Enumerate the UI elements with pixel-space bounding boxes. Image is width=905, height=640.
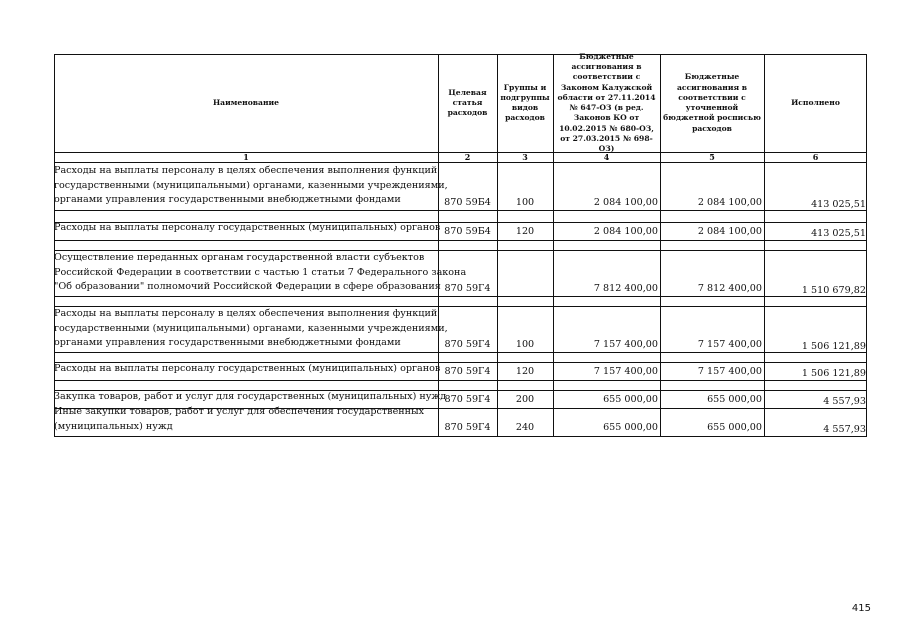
- row-name-line: Иные закупки товаров, работ и услуг для обеспечения государственных: [54, 406, 425, 417]
- column-number: 6: [812, 152, 819, 162]
- column-number: 5: [709, 152, 715, 162]
- row-group: 120: [515, 366, 535, 377]
- row-law: 2 084 100,00: [593, 226, 658, 237]
- row-name-line: Расходы на выплаты персоналу в целях обеспечения выполнения функций: [54, 308, 438, 319]
- row-article: 870 59Г4: [444, 366, 491, 377]
- row-executed: 1 510 679,82: [801, 285, 866, 296]
- grid-line: [54, 152, 867, 153]
- header-executed: Исполнено: [791, 97, 840, 107]
- row-article: 870 59Г4: [444, 394, 491, 405]
- row-article: 870 59Г4: [444, 283, 491, 294]
- header-budget-law: Бюджетные ассигнования в соответствии с Законом Калужской области от 27.11.2014 № 647-ОЗ (в ред. Законов КО от 10.02.2015 № 680-ОЗ, от 27.03.2015 № 698-ОЗ): [557, 51, 656, 153]
- grid-line: [54, 210, 867, 211]
- row-name: [54, 307, 448, 351]
- row-executed: 4 557,93: [823, 396, 866, 407]
- row-group: 200: [515, 394, 535, 405]
- row-refined: 2 084 100,00: [697, 197, 762, 208]
- row-law: 655 000,00: [603, 394, 658, 405]
- column-number: 3: [522, 152, 528, 162]
- row-executed: 1 506 121,89: [801, 341, 866, 352]
- grid-line: [54, 380, 867, 381]
- grid-line: [553, 54, 554, 436]
- row-name: [54, 251, 467, 295]
- row-refined: 655 000,00: [707, 422, 762, 433]
- grid-line: [54, 240, 867, 241]
- row-refined: 7 157 400,00: [697, 339, 762, 350]
- row-article: 870 59Б4: [444, 197, 491, 208]
- header-budget-refined: Бюджетные ассигнования в соответствии с уточненной бюджетной росписью расходов: [663, 72, 761, 133]
- row-name-line: Закупка товаров, работ и услуг для государственных (муниципальных) нужд: [54, 391, 447, 402]
- row-name-line: органами управления государственными внебюджетными фондами: [54, 194, 401, 206]
- grid-line: [660, 54, 661, 436]
- grid-line: [866, 54, 867, 436]
- row-name-line: (муниципальных) нужд: [54, 420, 173, 432]
- row-name-line: государственными (муниципальными) органами, казенными учреждениями,: [54, 322, 448, 334]
- column-number: 2: [464, 152, 471, 162]
- page-number: 415: [851, 603, 871, 614]
- grid-line: [438, 54, 439, 436]
- row-law: 655 000,00: [603, 422, 658, 433]
- row-name: [54, 221, 441, 236]
- row-name-line: Расходы на выплаты персоналу в целях обеспечения выполнения функций: [54, 165, 438, 176]
- row-name-line: органами управления государственными внебюджетными фондами: [54, 337, 401, 349]
- row-name: [54, 164, 448, 208]
- header-target-article: Целевая статья расходов: [447, 87, 488, 118]
- row-name: [54, 390, 447, 405]
- row-law: 7 812 400,00: [593, 283, 658, 294]
- row-name: [54, 405, 438, 434]
- row-article: 870 59Г4: [444, 339, 491, 350]
- row-executed: 413 025,51: [811, 228, 866, 239]
- row-refined: 7 157 400,00: [697, 366, 762, 377]
- header-groups: Группы и подгруппы видов расходов: [500, 82, 550, 123]
- grid-line: [54, 436, 867, 437]
- row-name-line: Осуществление переданных органам государственной власти субъектов: [54, 252, 425, 263]
- row-group: 120: [515, 226, 535, 237]
- grid-line: [54, 352, 867, 353]
- row-group: 100: [515, 339, 535, 350]
- row-name-line: Российской Федерации в соответствии с частью 1 статьи 7 Федерального закона: [54, 266, 467, 278]
- row-name: [54, 362, 441, 377]
- row-executed: 1 506 121,89: [801, 368, 866, 379]
- grid-line: [54, 296, 867, 297]
- grid-line: [54, 162, 867, 163]
- column-number: 4: [603, 152, 610, 162]
- row-group: 240: [515, 422, 535, 433]
- grid-line: [497, 54, 498, 436]
- row-executed: 4 557,93: [823, 424, 866, 435]
- row-refined: 655 000,00: [707, 394, 762, 405]
- grid-line: [54, 54, 55, 436]
- row-refined: 7 812 400,00: [697, 283, 762, 294]
- header-name: Наименование: [213, 97, 279, 107]
- row-name-line: Расходы на выплаты персоналу государственных (муниципальных) органов: [54, 363, 441, 374]
- row-group: 100: [515, 197, 535, 208]
- row-executed: 413 025,51: [811, 199, 866, 210]
- row-article: 870 59Б4: [444, 226, 491, 237]
- column-number: 1: [243, 152, 249, 162]
- row-law: 7 157 400,00: [593, 339, 658, 350]
- row-name-line: Расходы на выплаты персоналу государственных (муниципальных) органов: [54, 222, 441, 233]
- row-name-line: "Об образовании" полномочий Российской Федерации в сфере образования: [54, 281, 441, 293]
- row-name-line: государственными (муниципальными) органами, казенными учреждениями,: [54, 179, 448, 191]
- row-refined: 2 084 100,00: [697, 226, 762, 237]
- row-law: 7 157 400,00: [593, 366, 658, 377]
- row-article: 870 59Г4: [444, 422, 491, 433]
- row-law: 2 084 100,00: [593, 197, 658, 208]
